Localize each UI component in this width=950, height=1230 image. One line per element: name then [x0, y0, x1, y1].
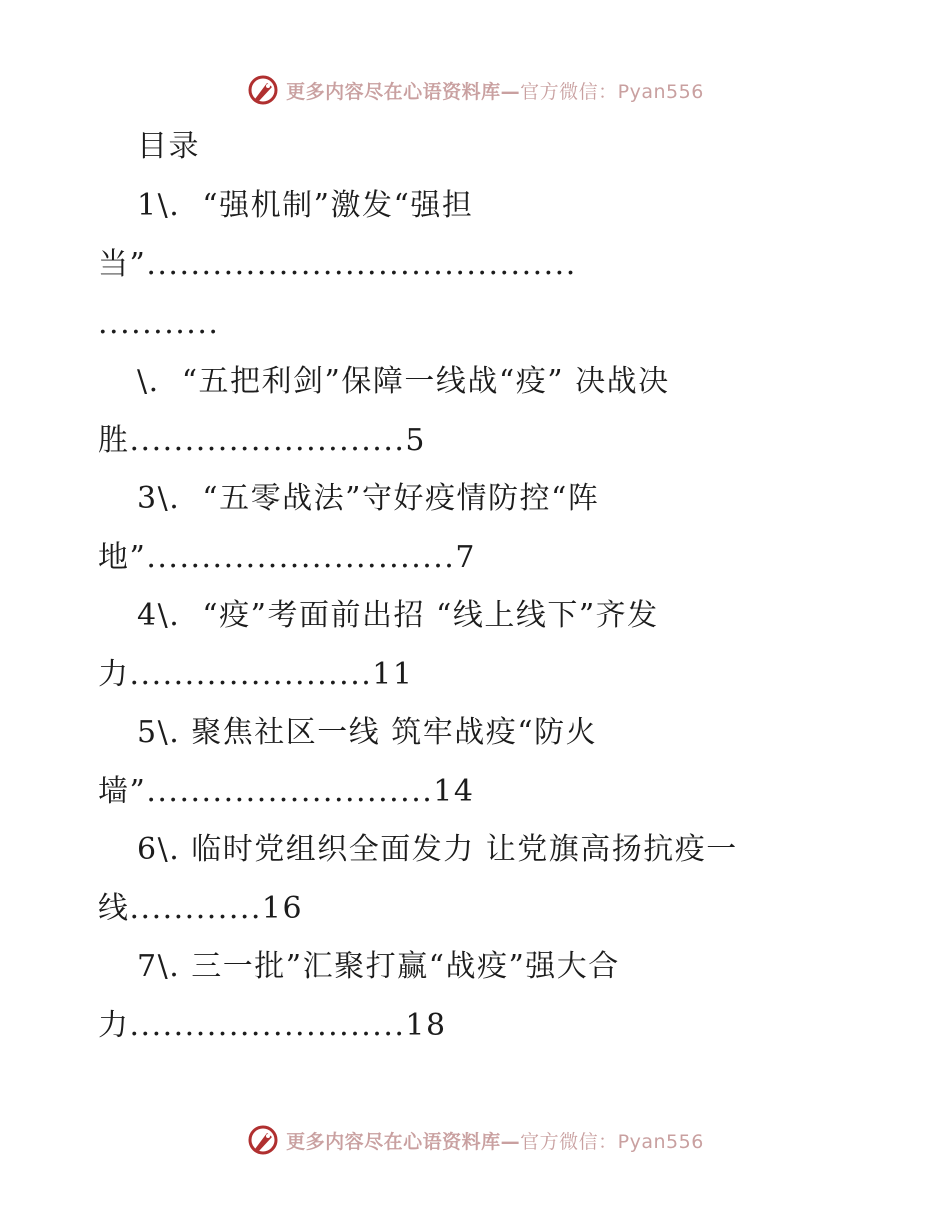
brand-text: 更多内容尽在心语资料库 [286, 80, 501, 103]
header-watermark-content [246, 73, 704, 107]
toc-item-6-leader: 线............16 [98, 891, 304, 926]
toc-item-7-title: 7\. 三一批”汇聚打赢“战疫”强大合 [137, 949, 620, 984]
toc-item-3-leader: 地”............................7 [98, 540, 476, 575]
toc-item-7-leader: 力.........................18 [98, 1008, 447, 1043]
wechat-text: 官方微信：Pyan556 [520, 1130, 704, 1153]
toc-item-4-leader: 力......................11 [98, 657, 414, 692]
toc-item-1-leader-cont: ........... [98, 306, 220, 341]
header-watermark-banner [0, 70, 950, 110]
toc-item-2-leader: 胜.........................5 [98, 423, 426, 458]
footer-watermark-banner [0, 1120, 950, 1160]
toc-item-6-title: 6\. 临时党组织全面发力 让党旗高扬抗疫一 [137, 832, 738, 867]
brand-dash: — [500, 1130, 521, 1153]
header-watermark-text [286, 77, 704, 104]
toc-item-1-leader: 当”....................................... [98, 247, 577, 282]
toc-heading: 目录 [137, 129, 200, 164]
toc-item-5-leader: 墙”..........................14 [98, 774, 475, 809]
pen-nib-circle-icon [246, 1123, 280, 1157]
toc-item-1-title: 1\. “强机制”激发“强担 [137, 188, 474, 223]
brand-dash: — [500, 80, 521, 103]
toc-item-3-title: 3\. “五零战法”守好疫情防控“阵 [137, 481, 600, 516]
wechat-text: 官方微信：Pyan556 [520, 80, 704, 103]
pen-nib-circle-icon [246, 73, 280, 107]
footer-watermark-content [246, 1123, 704, 1157]
toc-item-5-title: 5\. 聚焦社区一线 筑牢战疫“防火 [137, 715, 598, 750]
footer-watermark-text [286, 1127, 704, 1154]
toc-item-4-title: 4\. “疫”考面前出招 “线上线下”齐发 [137, 598, 659, 633]
toc-item-2-title: \. “五把利剑”保障一线战“疫” 决战决 [137, 364, 670, 399]
brand-text: 更多内容尽在心语资料库 [286, 1130, 501, 1153]
